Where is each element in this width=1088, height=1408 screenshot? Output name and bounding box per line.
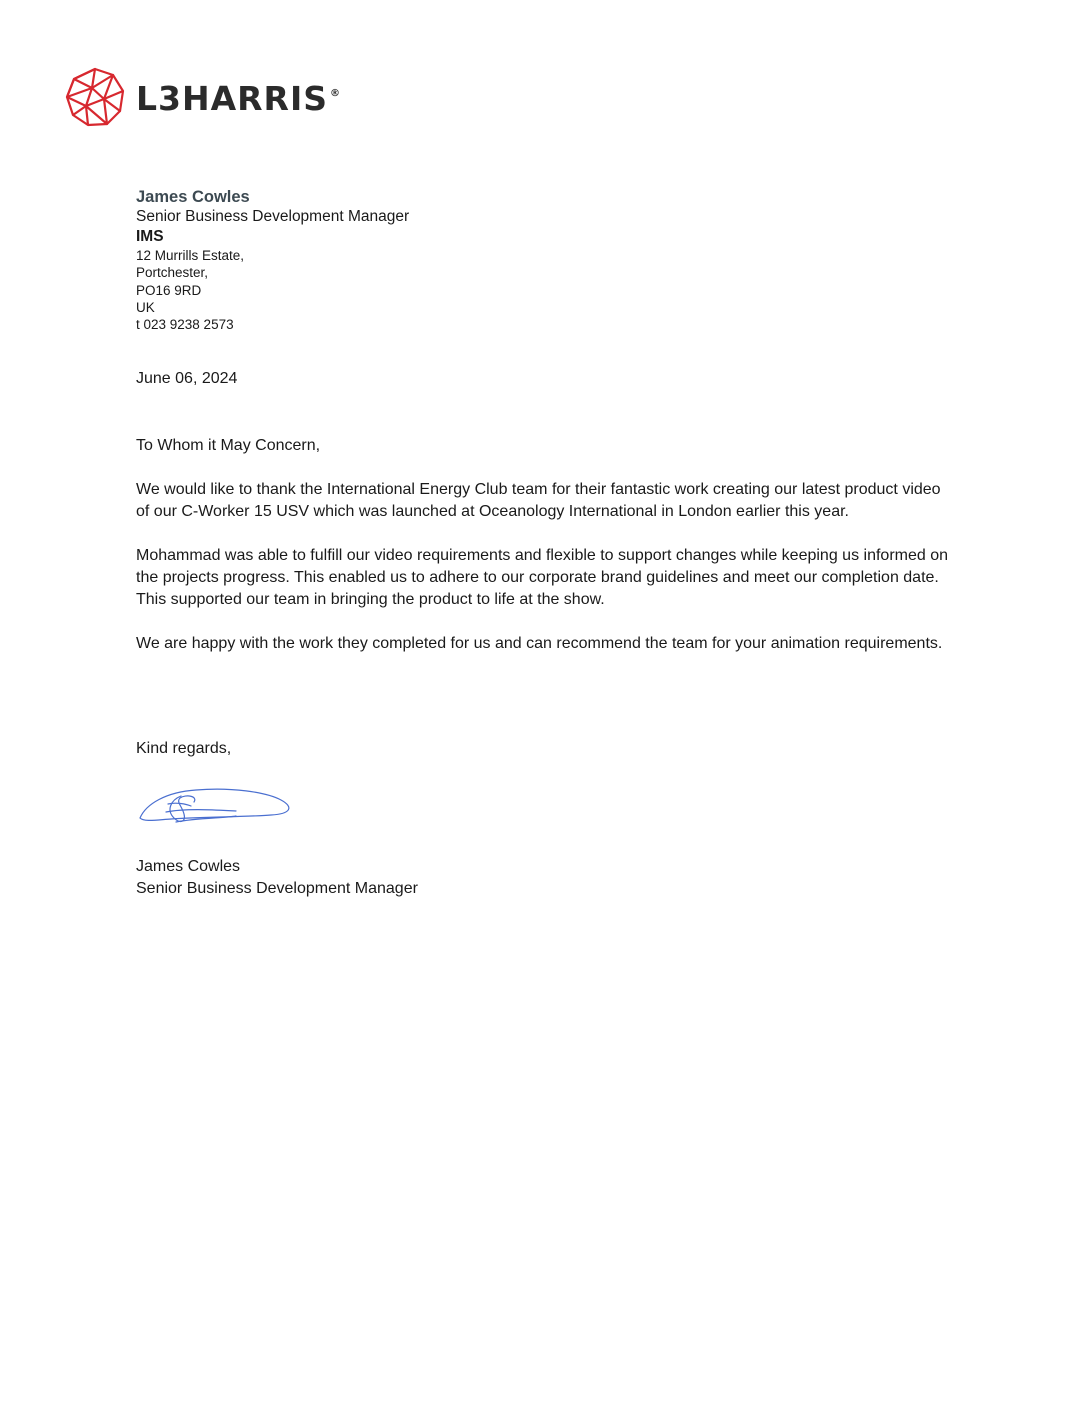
body-paragraph: Mohammad was able to fulfill our video requirements and flexible to support changes while keeping us informed on the projects progress. This enabled us to adhere to our corporate brand guidelines and meet our completion date. This supported our team in bringing the product to life at the show. bbox=[136, 547, 949, 608]
phone-line: t 023 9238 2573 bbox=[136, 317, 234, 333]
signoff-name: James Cowles bbox=[136, 858, 241, 875]
sender-name: James Cowles bbox=[136, 188, 250, 206]
geodesic-sphere-icon bbox=[64, 66, 126, 128]
address-line: Portchester, bbox=[136, 265, 209, 281]
sender-title: Senior Business Development Manager bbox=[136, 208, 410, 225]
address-line: UK bbox=[136, 299, 155, 315]
letter-body bbox=[136, 435, 956, 677]
closing: Kind regards, bbox=[136, 740, 232, 757]
address-line: 12 Murrills Estate, bbox=[136, 248, 245, 263]
company-logo bbox=[64, 66, 341, 128]
logo-wordmark bbox=[136, 79, 341, 118]
address-line: PO16 9RD bbox=[136, 282, 202, 298]
body-paragraph: We would like to thank the International Energy Club team for their fantastic work creating our latest product video of our C-Worker 15 USV which was launched at Oceanology International in London earlier this year. bbox=[136, 481, 941, 520]
body-paragraph: We are happy with the work they completed for us and can recommend the team for your animation requirements. bbox=[136, 635, 943, 652]
signoff-title: Senior Business Development Manager bbox=[136, 880, 418, 897]
signature-image bbox=[136, 782, 306, 834]
registered-mark: ® bbox=[330, 87, 342, 99]
sender-organization: IMS bbox=[136, 228, 164, 245]
signoff-block bbox=[136, 856, 418, 900]
sender-block bbox=[136, 187, 409, 333]
salutation: To Whom it May Concern, bbox=[136, 437, 321, 454]
logo-text: L3HARRIS bbox=[136, 78, 329, 118]
letter-date: June 06, 2024 bbox=[136, 370, 238, 387]
